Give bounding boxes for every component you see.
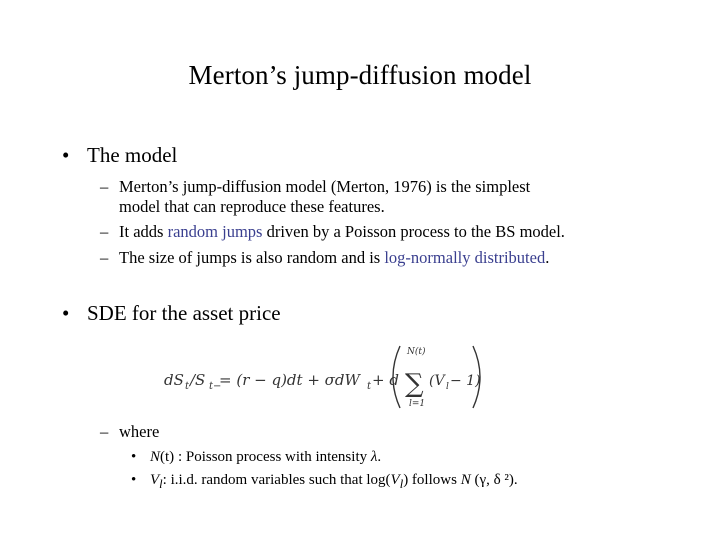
sum-body: (V — [429, 373, 445, 389]
desc-poisson: : Poisson process with intensity — [174, 449, 371, 465]
sym-normal: N — [460, 472, 471, 488]
bullet-label: The model — [87, 143, 178, 167]
sym-n: N — [150, 449, 161, 465]
highlight-log-normal: log-normally distributed — [384, 248, 546, 267]
desc-follows: ) follows — [403, 472, 461, 488]
formula-lhs: dS — [164, 371, 184, 389]
slide-title: Merton’s jump-diffusion model — [188, 60, 532, 90]
where-v-l-text — [150, 472, 518, 492]
normal-params: (γ, δ ²). — [470, 472, 518, 488]
sum-symbol: ∑ — [405, 369, 424, 399]
subitem-3-pre: The size of jumps is also random and is — [119, 248, 385, 267]
end-dot: . — [377, 449, 382, 465]
arg-t: (t) — [160, 449, 175, 465]
sum-body-sub: l — [446, 382, 449, 392]
bullet-dot-icon: • — [131, 472, 137, 488]
bullet-label: SDE for the asset price — [87, 301, 281, 325]
sum-top: N(t) — [407, 347, 426, 357]
sde-formula-svg — [160, 340, 490, 414]
subitem-2-post: driven by a Poisson process to the BS model. — [262, 222, 565, 241]
where-n-t-text — [150, 449, 381, 466]
subitem-3-post: . — [545, 248, 550, 267]
dash-icon: – — [100, 177, 109, 196]
formula-plus-d: + d — [372, 371, 399, 389]
bullet-dot-icon: • — [62, 143, 70, 167]
sum-body-end: − 1) — [450, 373, 481, 389]
dash-icon: – — [100, 422, 109, 441]
subitem-1-line2: model that can reproduce these features. — [119, 197, 385, 216]
sde-formula — [160, 340, 490, 414]
bullet-dot-icon: • — [131, 449, 137, 465]
subitem-2-pre: It adds — [119, 222, 168, 241]
sum-bottom: l=1 — [409, 399, 426, 409]
sym-v2: V — [390, 472, 400, 488]
subitem-3-text — [119, 248, 549, 268]
formula-sub-tminus: t− — [209, 381, 222, 392]
formula-eq: = (r − q)dt + σdW — [219, 371, 360, 389]
highlight-random-jumps: random jumps — [167, 222, 263, 241]
subitem-1-line1: Merton’s jump-diffusion model (Merton, 1976) is the simplest — [119, 177, 531, 196]
sub-l: l — [159, 477, 163, 491]
bullet-dot-icon: • — [62, 301, 70, 325]
sub-l2: l — [399, 477, 404, 491]
lambda: λ — [370, 449, 378, 465]
desc-iid: : i.i.d. random variables such that log( — [162, 472, 391, 488]
formula-sub-t2: t — [367, 381, 372, 392]
where-label: where — [119, 422, 160, 441]
formula-slash: /S — [190, 371, 206, 389]
subitem-2-text — [119, 222, 565, 242]
sym-v: V — [150, 472, 160, 488]
dash-icon: – — [100, 222, 109, 241]
formula-sub-t: t — [185, 381, 190, 392]
dash-icon: – — [100, 248, 109, 267]
